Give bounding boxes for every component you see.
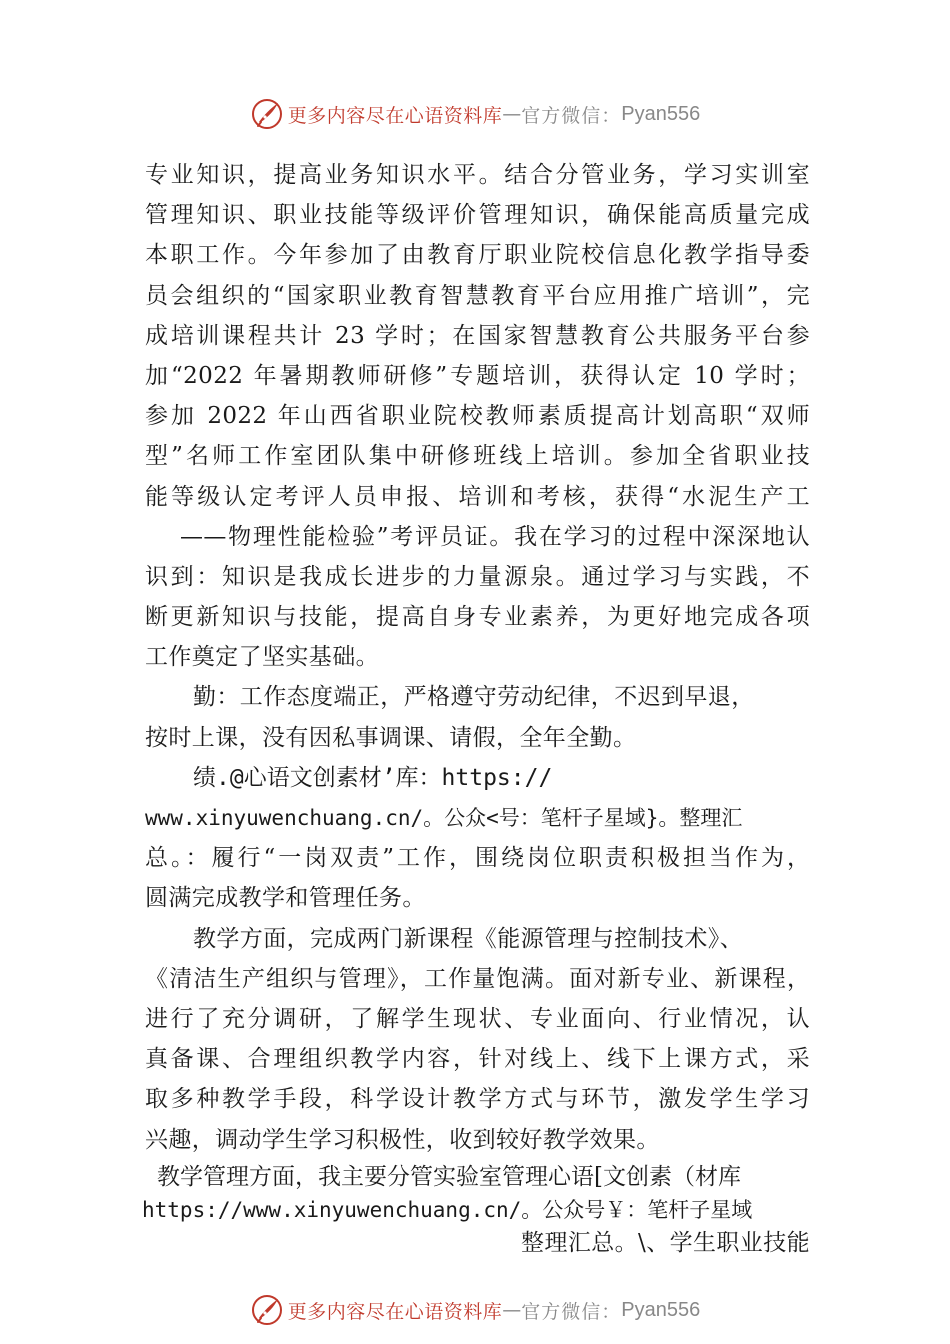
text-line: 专业知识，提高业务知识水平。结合分管业务，学习实训室 (145, 162, 810, 188)
text-line: 识到：知识是我成长进步的力量源泉。通过学习与实践，不 (145, 563, 810, 590)
text-line: 加“2022 年暑期教师研修”专题培训，获得认定 10 学时； (145, 362, 810, 389)
text-line: 进行了充分调研，了解学生现状、专业面向、行业情况，认 (145, 1005, 810, 1032)
text-line: 整理汇总。\、学生职业技能 (521, 1229, 810, 1256)
footer-wechat-label: 官方微信： (521, 1300, 622, 1323)
text-line: 员会组织的“国家职业教育智慧教育平台应用推广培训”，完 (145, 282, 810, 309)
text-line: 断更新知识与技能，提高自身专业素养，为更好地完成各项 (145, 604, 810, 631)
text-line: 绩.@心语文创素材’库：https:// (193, 764, 553, 791)
quill-logo-icon (250, 1293, 284, 1327)
text-line: 能等级认定考评人员申报、培训和考核，获得“水泥生产工 (145, 483, 810, 510)
header-dash: — (502, 103, 522, 125)
text-line: 参加 2022 年山西省职业院校教师素质提高计划高职“双师 (145, 403, 810, 430)
text-line: 兴趣，调动学生学习积极性，收到较好教学效果。 (145, 1126, 660, 1153)
footer-dash: — (502, 1299, 522, 1321)
quill-logo-icon (250, 97, 284, 131)
text-line: 取多种教学手段，科学设计教学方式与环节，激发学生学习 (145, 1086, 810, 1113)
document-body (142, 155, 810, 1260)
text-line: 教学方面，完成两门新课程《能源管理与控制技术》、 (193, 925, 744, 952)
text-line: 《清洁生产组织与管理》，工作量饱满。面对新专业、新课程， (145, 965, 810, 992)
text-line: 勤：工作态度端正，严格遵守劳动纪律，不迟到早退， (193, 684, 755, 711)
header-wechat-id: Pyan556 (621, 102, 701, 125)
header-site-text: 更多内容尽在心语资料库 (287, 104, 503, 127)
text-line: www.xinyuwenchuang.cn/。公众<号：笔杆子星域}。整理汇 (145, 806, 743, 830)
text-line: 真备课、合理组织教学内容，针对线上、线下上课方式，采 (145, 1046, 810, 1073)
header-wechat-label: 官方微信： (521, 104, 622, 127)
text-line: 圆满完成教学和管理任务。 (145, 885, 426, 912)
footer-banner (0, 1290, 950, 1330)
text-line: 管理知识、职业技能等级评价管理知识，确保能高质量完成 (145, 202, 810, 229)
text-line: 本职工作。今年参加了由教育厅职业院校信息化教学指导委 (145, 242, 810, 269)
text-line: 成培训课程共计 23 学时；在国家智慧教育公共服务平台参 (145, 322, 810, 349)
footer-wechat-id: Pyan556 (621, 1298, 701, 1321)
header-banner (0, 94, 950, 134)
text-line: https://www.xinyuwenchuang.cn/。公众号￥：笔杆子星域 (142, 1197, 753, 1222)
text-line: 工作奠定了坚实基础。 (145, 644, 379, 671)
text-line: 型”名师工作室团队集中研修班线上培训。参加全省职业技 (145, 443, 810, 470)
footer-site-text: 更多内容尽在心语资料库 (287, 1300, 503, 1323)
text-line: 总。：履行“一岗双责”工作，围绕岗位职责积极担当作为， (145, 845, 810, 872)
text-line: ——物理性能检验”考评员证。我在学习的过程中深深地认 (180, 523, 810, 550)
text-line: 教学管理方面，我主要分管实验室管理心语[文创素（材库 (157, 1163, 741, 1190)
text-line: 按时上课，没有因私事调课、请假，全年全勤。 (145, 724, 637, 751)
